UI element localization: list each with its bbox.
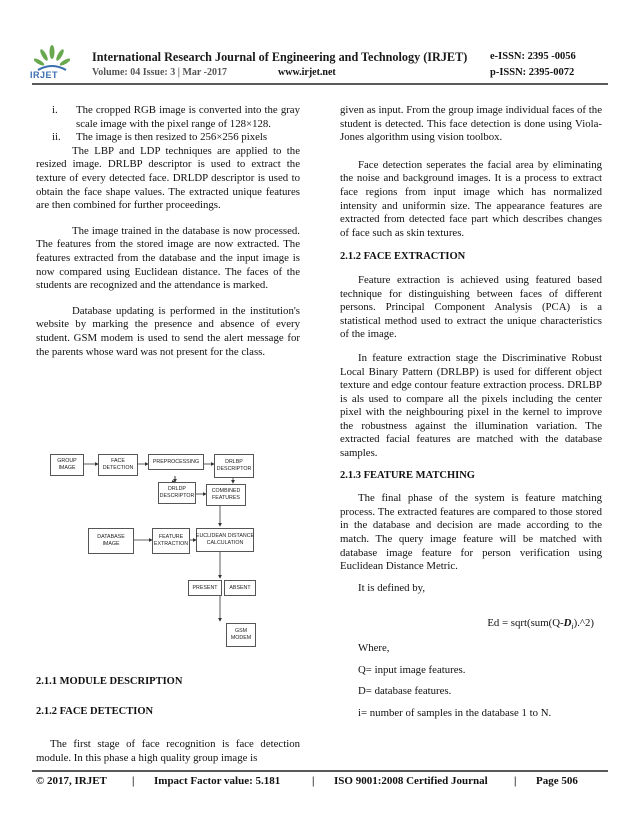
preprocessing-box: PREPROCESSING	[148, 454, 204, 470]
logo-text: IRJET	[30, 70, 59, 80]
paragraph: The LBP and LDP techniques are applied to the resized image. DRLBP descriptor is used to extract the texture of every detected face. DRLDP descriptor is used to obtain the face shape values. The extracted unique features are then combined for further proceedings.	[36, 144, 300, 212]
euclidean-distance-box: EUCLIDEAN DISTANCE CALCULATION	[196, 528, 254, 552]
p-issn: p-ISSN: 2395-0072	[490, 67, 575, 78]
section-heading: 2.1.2 FACE DETECTION	[36, 706, 154, 717]
footer-separator: |	[132, 775, 135, 787]
footer-separator: |	[312, 775, 315, 787]
left-column	[36, 104, 300, 359]
list-item	[36, 131, 300, 145]
where-label: Where,	[358, 642, 390, 655]
footer-separator: |	[514, 775, 517, 787]
definition-i: i= number of samples in the database 1 to N.	[358, 706, 552, 719]
website-link[interactable]: www.irjet.net	[278, 67, 336, 78]
paragraph: given as input. From the group image individual faces of the student is detected. This face detection is done using Viola-Jones algorithm using vision toolbox.	[340, 104, 602, 144]
group-image-box: GROUP IMAGE	[50, 454, 84, 476]
paragraph: It is defined by,	[358, 581, 426, 594]
definition-q: Q= input image features.	[358, 663, 466, 676]
list-number: i.	[52, 104, 58, 116]
drldp-box: DRLDP DESCRIPTOR	[158, 482, 196, 504]
present-box: PRESENT	[188, 580, 222, 596]
list-item	[36, 104, 300, 131]
header-divider	[32, 83, 608, 85]
paragraph: Feature extraction is achieved using featured based technique for distinguishing between faces of different persons. Principal Component Analysis (PCA) is a statistical method used to extract the unique characteristics of the image.	[340, 273, 602, 341]
combined-features-box: COMBINED FEATURES	[206, 484, 246, 506]
list-text: The cropped RGB image is converted into the gray scale image with the pixel range of 128×128.	[76, 104, 300, 130]
footer-divider	[32, 770, 608, 772]
list-text: The image is then resized to 256×256 pixels	[76, 131, 268, 144]
footer-copyright: © 2017, IRJET	[36, 775, 107, 787]
footer-page: Page 506	[536, 775, 578, 787]
absent-box: ABSENT	[224, 580, 256, 596]
section-heading: 2.1.2 FACE EXTRACTION	[340, 251, 466, 263]
paragraph: Face detection seperates the facial area by eliminating the noise and background images. It is a process to extract face regions from input image which has normalized intensity and uniformin size. The appearance features are extracted from detected face part which describes changes of face such as skin textures.	[340, 158, 602, 239]
formula: $Ed = sqrt(sum(Q-D_i).\^{}2)$	[487, 617, 594, 632]
definition-d: D= database features.	[358, 685, 452, 698]
footer-iso: ISO 9001:2008 Certified Journal	[334, 775, 488, 787]
gsm-modem-box: GSM MODEM	[226, 623, 256, 647]
volume-issue: Volume: 04 Issue: 3 | Mar -2017	[92, 67, 227, 78]
paragraph: The final phase of the system is feature matching process. The extracted features are compared to those stored in the database and decision are made according to the match. The query image feature will be matched with database image feature for person verification using Euclidean Distance Metric.	[340, 492, 602, 573]
list-number: ii.	[52, 131, 61, 144]
paragraph: In feature extraction stage the Discriminative Robust Local Binary Pattern (DRLBP) is used for different object texture and edge contour feature extraction process. DRLBP is als used to compare all the pixels including the center pixel with the neighbouring pixel in the kernel to improve the robustness against the illumination variation. The extracted facial features are matched with the database samples.	[340, 351, 602, 460]
paragraph: Database updating is performed in the institution's website by marking the presence and absence of every student. GSM modem is used to send the alert message for the parents whose ward was not present for the class.	[36, 304, 300, 358]
right-column	[340, 104, 602, 721]
footer-impact: Impact Factor value: 5.181	[154, 775, 281, 787]
paragraph: The image trained in the database is now processed. The features from the stored image are now extracted. The features extracted from the database and the input image is now compared using Euclidean distance. The faces of the students are recognized and the attendance is marked.	[36, 224, 300, 292]
database-image-box: DATABASE IMAGE	[88, 528, 134, 554]
page-header	[0, 0, 638, 84]
section-heading: 2.1.3 FEATURE MATCHING	[340, 469, 475, 481]
system-block-diagram	[36, 448, 300, 680]
drlbp-box: DRLBP DESCRIPTOR	[214, 454, 254, 478]
face-detection-box: FACE DETECTION	[98, 454, 138, 476]
e-issn: e-ISSN: 2395 -0056	[490, 51, 576, 62]
feature-extraction-box: FEATURE EXTRACTION	[152, 528, 190, 554]
section-heading: 2.1.1 MODULE DESCRIPTION	[36, 676, 183, 687]
paragraph: The first stage of face recognition is face detection module. In this phase a high quality group image is	[36, 738, 300, 764]
journal-title: International Research Journal of Engineering and Technology (IRJET)	[92, 50, 468, 64]
